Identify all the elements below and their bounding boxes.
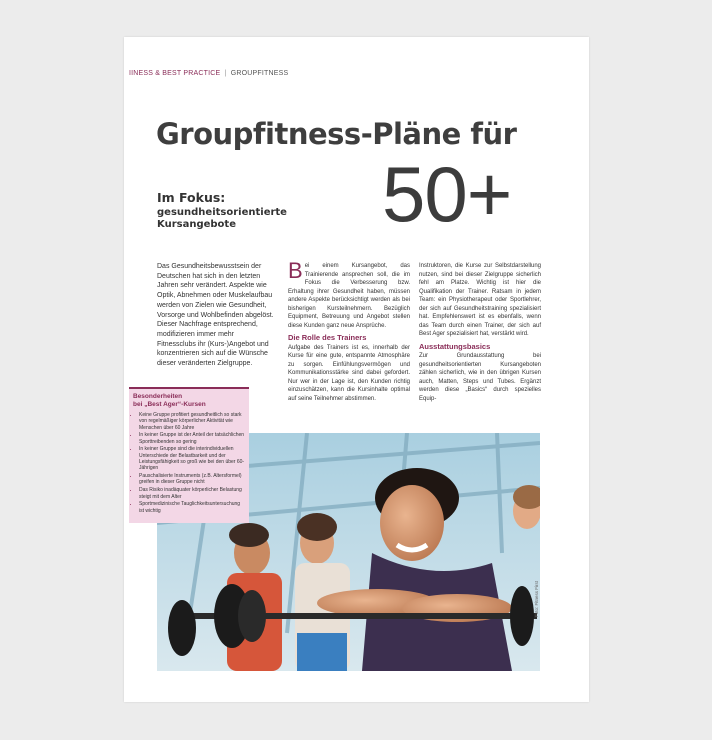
column-2-paragraph-1-text: ei einem Kursangebot, das Trainierende ansprechen soll, die im Fokus die Verbesserung bzw. Erhaltung ihrer Gesundheit haben, müssen andere Aspekte berücksichtigt werden als bei bisherigen Kursteilnehmern. Bezüglich Equipment, Betreuung und Angebot stellen diese Kunden ganz neue Ansprüche. bbox=[288, 263, 410, 329]
header-section: GROUPFITNESS bbox=[230, 70, 289, 77]
info-box-item: • Pauschalisierte Instruments (z.B. Altersformel) greifen in dieser Gruppe nicht bbox=[139, 473, 245, 486]
article-column-2 bbox=[288, 258, 410, 403]
column-2-heading: Die Rolle des Trainers bbox=[288, 333, 367, 342]
column-2-paragraph-1 bbox=[288, 258, 410, 330]
column-3-heading: Ausstattungsbasics bbox=[419, 341, 491, 351]
column-2-paragraph-2: Aufgabe des Trainers ist es, innerhalb der Kurse für eine gute, entspannte Atmosphäre zu sorgen. Einfühlungsvermögen und Kommunikationsstärke sind dabei gefordert. Nur wer in der Lage ist, den Kunden richtig einzuschätzen, kann die Kursinhalte optimal auf seine Teilnehmer abstimmen. bbox=[288, 344, 410, 402]
header-separator: | bbox=[224, 70, 227, 77]
info-box-title-line-2: bei „Best Ager“-Kursen bbox=[133, 401, 206, 408]
column-3-paragraph-2: Zur Grundausstattung bei gesundheitsorientierten Kursangeboten zählen sicherlich, wie in den übrigen Kursen auch, Matten, Steps und Tubes. Ergänzt werden diese „Basics“ durch spezielles Equip- bbox=[419, 353, 541, 402]
info-box-best-ager bbox=[129, 387, 249, 523]
running-header bbox=[129, 70, 288, 77]
info-box-item: • Keine Gruppe profitiert gesundheitlich so stark von regelmäßiger körperlicher Aktivität wie Menschen über 60 Jahre bbox=[139, 412, 245, 431]
info-box-list bbox=[129, 412, 249, 514]
article-big-number: 50+ bbox=[382, 150, 512, 238]
article-kicker: Im Fokus: bbox=[157, 190, 226, 205]
info-box-title bbox=[133, 393, 245, 409]
photo-credit: Foto: Fitness First bbox=[534, 580, 539, 617]
article-intro: Das Gesundheitsbewusstsein der Deutschen hat sich in den letzten Jahren sehr verändert. Aspekte wie Optik, Abnehmen oder Muskelaufbau werden von Zielen wie Gesundheit, Vorsorge und Wohlbefinden abgelöst. Dieser Nachfrage entsprechend, modifizieren immer mehr Fitnessclubs ihr (Kurs-)Angebot und konzentrieren sich auf die Wünsche dieser veränderten Zielgruppe. bbox=[157, 263, 274, 368]
drop-cap: B bbox=[288, 258, 303, 283]
article-subtitle: gesundheitsorientierte Kursangebote bbox=[157, 207, 287, 230]
header-category: IINESS & BEST PRACTICE bbox=[129, 70, 221, 77]
info-box-item: • Sportmedizinische Tauglichkeitsuntersuchung ist wichtig bbox=[139, 501, 245, 514]
info-box-item: • In keiner Gruppe ist der Anteil der tatsächlichen Sporttreibenden so gering bbox=[139, 432, 245, 445]
article-column-3 bbox=[419, 262, 541, 403]
info-box-title-line-1: Besonderheiten bbox=[133, 393, 183, 400]
article-title: Groupfitness-Pläne für bbox=[156, 117, 517, 151]
info-box-item: • Das Risiko inadäquater körperlicher Belastung steigt mit dem Alter bbox=[139, 487, 245, 500]
info-box-item: • In keiner Gruppe sind die interindividuellen Unterschiede der Belastbarkeit und der Leistungsfähigkeit so groß wie bei den über 60-Jährigen bbox=[139, 446, 245, 471]
column-3-paragraph-1: Instruktoren, die Kurse zur Selbstdarstellung nutzen, sind bei dieser Zielgruppe sicherlich fehl am Platze. Wichtig ist hier die Qualifikation der Trainer. Ratsam in jedem Team: ein Physiotherapeut oder Sportlehrer, der sich auf Gesundheitstraining spezialisiert hat. Empfehlenswert ist es ebenfalls, wenn das Team durch einen Trainer, der sich auf Best Ager spezialisiert hat, verstärkt wird. bbox=[419, 263, 541, 337]
magazine-page bbox=[124, 37, 589, 702]
